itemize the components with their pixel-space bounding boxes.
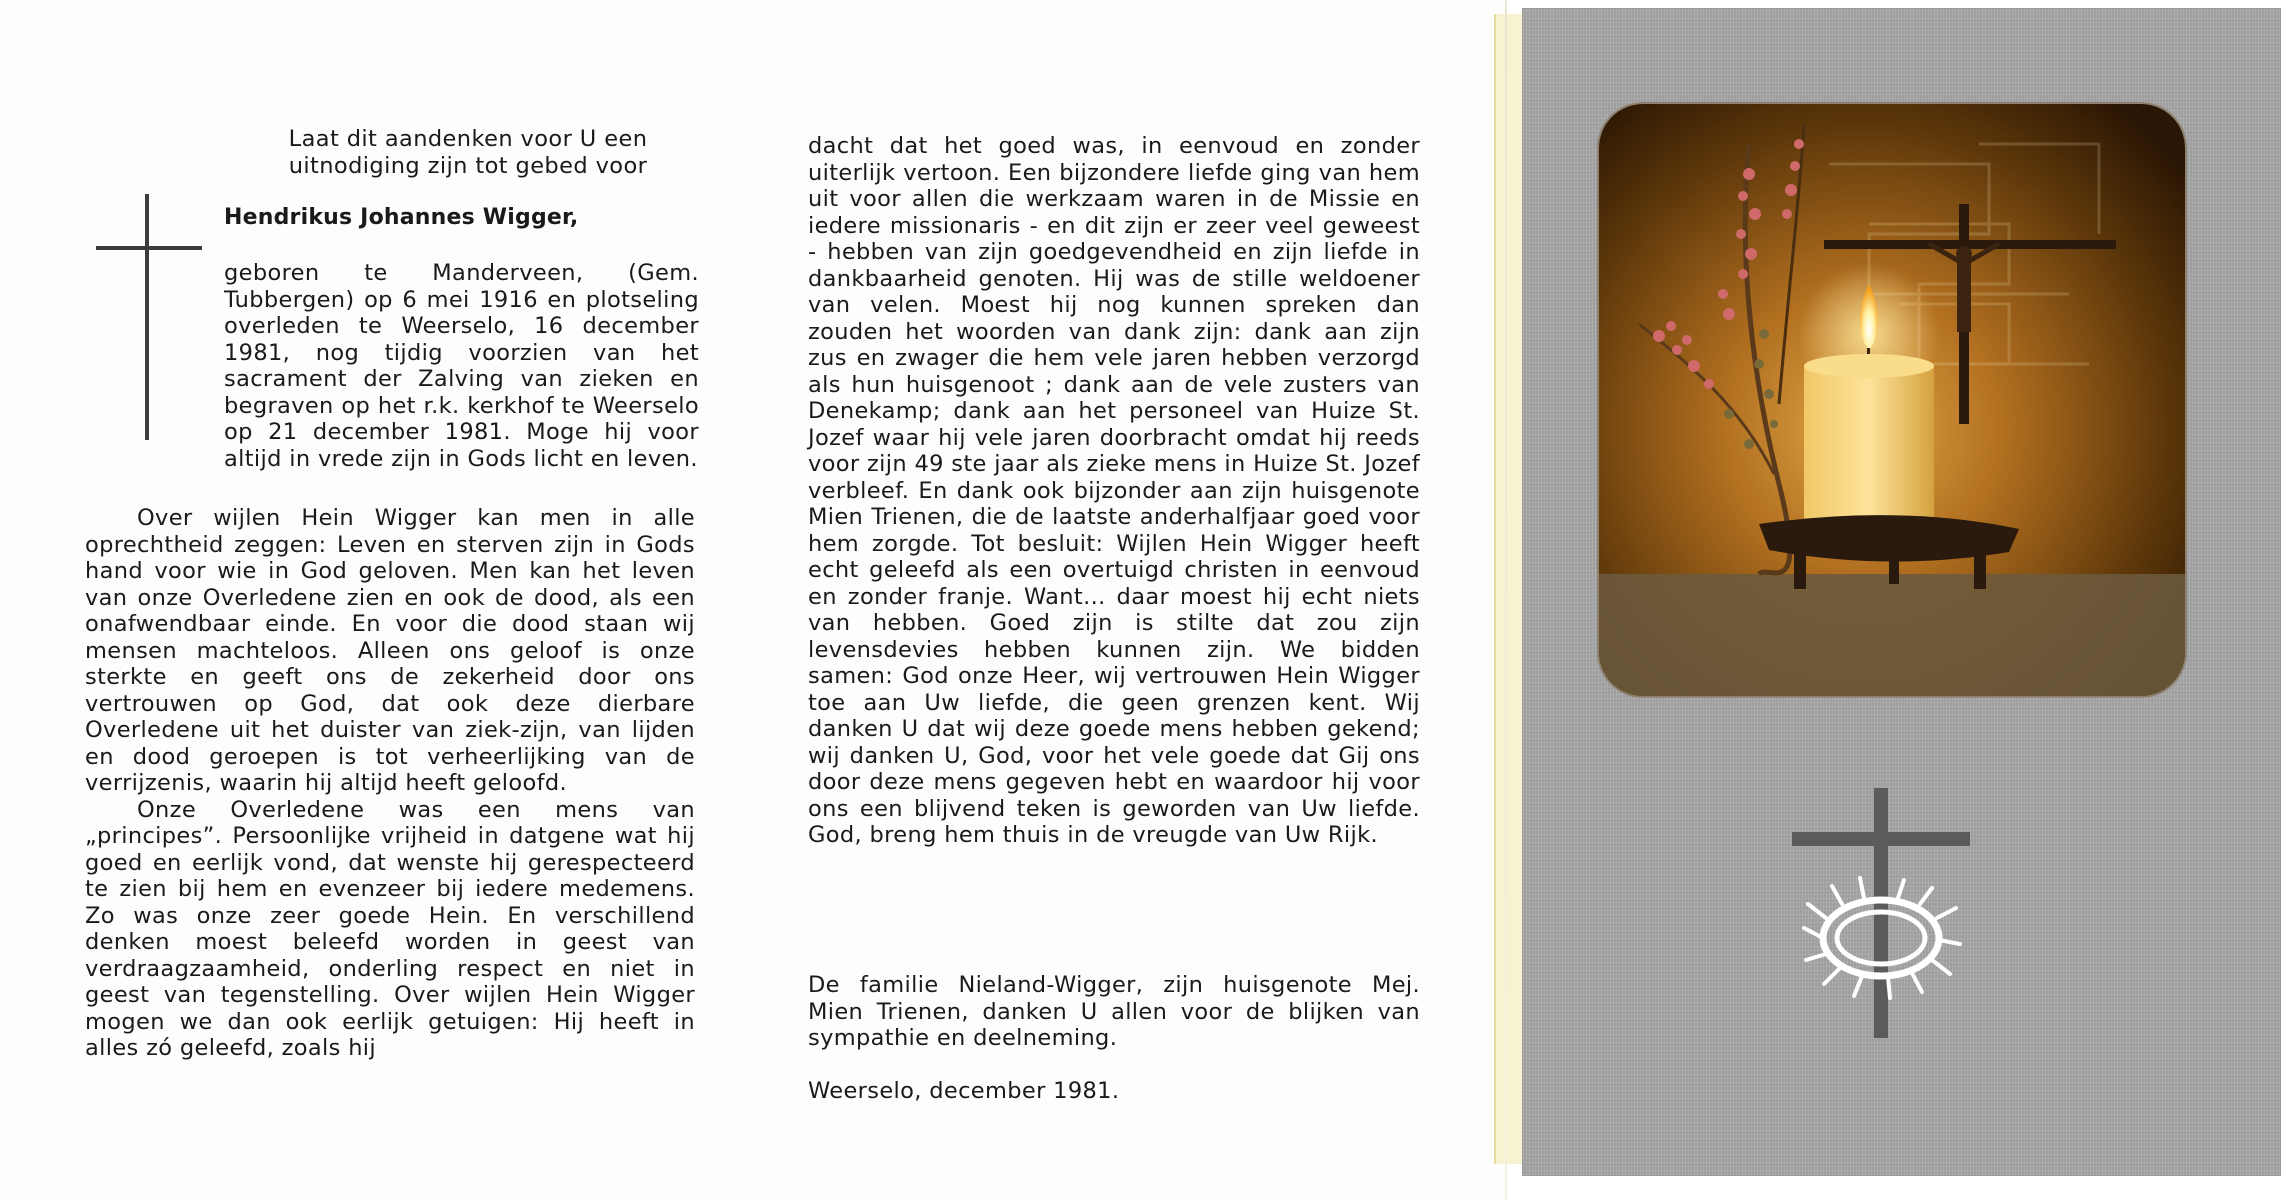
biography-block: [224, 260, 699, 472]
biography-text: geboren te Manderveen, (Gem. Tubbergen) op 6 mei 1916 en plotseling overleden te Weerselo, 16 december 1981, nog tijdig voorzien van het sacrament der Zalving van zieken en begraven op het r.k. kerkhof te Weerselo op 21 december 1981. Moge hij voor altijd in vrede zijn in Gods licht en leven.: [224, 260, 699, 472]
paragraph-1: Over wijlen Hein Wigger kan men in alle oprechtheid zeggen: Leven en sterven zijn in Gods hand voor wie in God geloven. Men kan het leven van onze Overledene zien en ook de dood, als een onafwendbaar einde. En voor die dood staan wij mensen machteloos. Alleen ons geloof is onze sterkte en geeft ons de zekerheid door ons vertrouwen op God, dat ook deze dierbare Overledene uit het duister van ziek-zijn, van lijden en dood geroepen is tot verheerlijking van de verrijzenis, waarin hij altijd heeft geloofd.: [85, 505, 695, 796]
fold-line: [1505, 0, 1507, 1200]
intro-text: [218, 126, 718, 180]
right-column-text: [808, 133, 1420, 849]
place-date: Weerselo, december 1981.: [808, 1078, 1120, 1104]
table-surface: [1599, 574, 2185, 696]
paragraph-2: Onze Overledene was een mens van „principes”. Persoonlijke vrijheid in datgene wat hij goed en eerlijk vond, dat wenste hij gerespecteerd te zien bij hem en evenzeer bij iedere medemens. Zo was onze zeer goede Hein. En verschillend denken moest beleefd worden in geest van verdraagzaamheid, onderling respect en niet in geest van tegenstelling. Over wijlen Hein Wigger mogen we dan ook eerlijk getuigen: Hij heeft in alles zó geleefd, zoals hij: [85, 796, 695, 1061]
candle-crucifix-photo: [1599, 104, 2185, 696]
left-column-text: [85, 505, 695, 1062]
candle-holder: [1759, 515, 2019, 589]
candle: [1804, 354, 1934, 530]
intro-line-1: Laat dit aandenken voor U een: [288, 126, 648, 152]
cross-icon: [96, 194, 202, 440]
deceased-name: Hendrikus Johannes Wigger,: [224, 205, 579, 230]
cross-with-crown-of-thorns-icon: [1792, 788, 1970, 1038]
family-thanks: De familie Nieland-Wigger, zijn huisgenote Mej. Mien Trienen, danken U allen voor de blijken van sympathie en deelneming.: [808, 972, 1420, 1051]
paragraph-main: dacht dat het goed was, in eenvoud en zonder uiterlijk vertoon. Een bijzondere liefde ging van hem uit voor allen die werkzaam waren in de Missie en iedere missionaris - en dit zijn er zeer veel geweest - hebben van zijn goedgevendheid en zijn liefde in dankbaarheid genoten. Hij was de stille weldoener van velen. Moest hij nog kunnen spreken dan zouden het woorden van dank zijn: dank aan zijn zus en zwager die hem vele jaren hebben verzorgd als hun huisgenoot ; dank aan de vele zusters van Denekamp; dank aan het personeel van Huize St. Jozef waar hij vele jaren doorbracht omdat hij reeds voor zijn 49 ste jaar als zieke mens in Huize St. Jozef verbleef. En dank ook bijzonder aan zijn huisgenote Mien Trienen, die de laatste anderhalfjaar goed voor hem zorgde. Tot besluit: Wijlen Hein Wigger heeft echt geleefd als een overtuigd christen in eenvoud en zonder franje. Want... daar moest hij echt niets van hebben. Goed zijn is stilte dat zou zijn levensdevies hebben kunnen zijn. We bidden samen: God onze Heer, wij vertrouwen Hein Wigger toe aan Uw liefde, die geen grenzen kent. Wij danken U dat wij deze goede mens hebben gekend; wij danken U, God, voor het vele goede dat Gij ons door deze mens gegeven hebt en waardoor hij voor ons een blijvend teken is geworden van Uw liefde. God, breng hem thuis in de vreugde van Uw Rijk.: [808, 133, 1420, 848]
intro-line-2: uitnodiging zijn tot gebed voor: [288, 153, 648, 179]
family-thanks-block: [808, 972, 1420, 1052]
